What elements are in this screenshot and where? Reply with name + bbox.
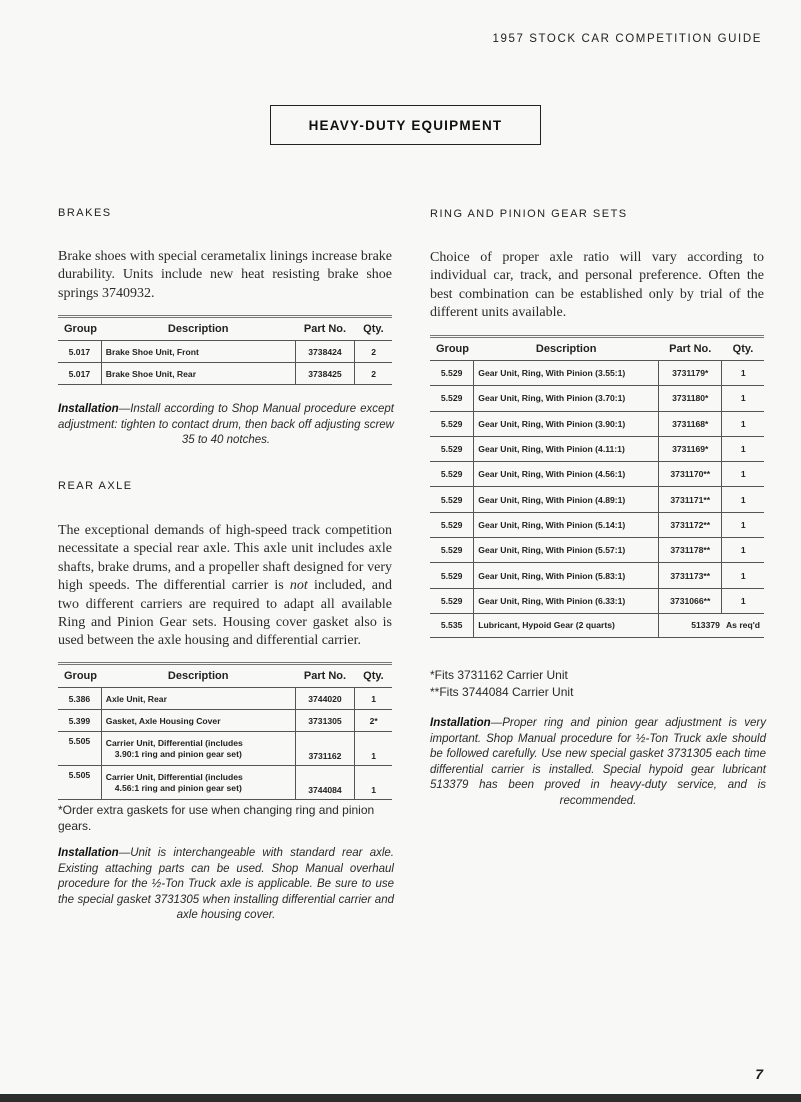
cell-group: 5.529 — [430, 462, 474, 487]
cell-group: 5.529 — [430, 411, 474, 436]
cell-group: 5.505 — [58, 766, 101, 800]
cell-part: 3731066** — [659, 588, 722, 613]
cell-description: Gear Unit, Ring, With Pinion (5.83:1) — [474, 563, 659, 588]
installation-label: Installation — [430, 717, 491, 729]
description-line-1: Carrier Unit, Differential (includes — [105, 737, 243, 748]
cell-part: 3731179* — [659, 361, 722, 386]
cell-group: 5.529 — [430, 588, 474, 613]
table-header — [58, 317, 392, 341]
brakes-installation-note — [58, 402, 394, 449]
cell-description: Axle Unit, Rear — [101, 688, 295, 710]
cell-group: 5.529 — [430, 512, 474, 537]
cell-part: 3731169* — [659, 436, 722, 461]
cell-group: 5.529 — [430, 538, 474, 563]
col-part: Part No. — [303, 323, 347, 335]
cell-part: 3731172** — [659, 512, 722, 537]
col-qty: Qty. — [363, 670, 384, 682]
cell-description — [101, 732, 295, 766]
cell-description: Brake Shoe Unit, Rear — [101, 363, 295, 385]
table-row — [430, 436, 764, 461]
table-row — [430, 386, 764, 411]
cell-qty: 1 — [722, 563, 764, 588]
col-part: Part No. — [669, 343, 712, 355]
rear-axle-footnote: *Order extra gaskets for use when changing ring and pinion gears. — [58, 803, 375, 833]
cell-qty: 1 — [722, 462, 764, 487]
cell-group: 5.529 — [430, 386, 474, 411]
cell-description: Gear Unit, Ring, With Pinion (3.55:1) — [474, 361, 659, 386]
cell-description: Gear Unit, Ring, With Pinion (3.70:1) — [474, 386, 659, 411]
cell-qty: 1 — [722, 538, 764, 563]
rear-axle-table — [58, 662, 392, 800]
col-description: Description — [167, 670, 229, 682]
table-row — [58, 688, 392, 710]
brakes-table — [58, 315, 392, 385]
section-title-text: HEAVY-DUTY EQUIPMENT — [308, 117, 503, 133]
table-row — [430, 361, 764, 386]
brakes-body: Brake shoes with special cerametalix linings increase brake durability. Units include new heat resisting brake shoe springs 3740932. — [58, 249, 392, 301]
table-row — [430, 512, 764, 537]
installation-label: Installation — [58, 403, 119, 415]
running-head: 1957 STOCK CAR COMPETITION GUIDE — [492, 33, 762, 45]
cell-qty: 1 — [722, 588, 764, 613]
cell-group: 5.529 — [430, 436, 474, 461]
table-row — [58, 766, 392, 800]
col-group: Group — [436, 343, 469, 355]
cell-part: 3738425 — [295, 363, 355, 385]
ring-pinion-installation-note — [430, 716, 766, 809]
page-number: 7 — [755, 1066, 763, 1082]
col-qty: Qty. — [363, 323, 384, 335]
table-row — [430, 462, 764, 487]
installation-text: —Proper ring and pinion gear adjustment is very important. Shop Manual procedure for ½-Ton Truck axle should be followed carefully. Use new special gasket 3731305 each time differential carrier is installed. Special hypoid gear lubricant 513379 has been proved in heavy-duty service, and is recommended. — [430, 717, 766, 807]
ring-pinion-heading: RING AND PINION GEAR SETS — [430, 208, 628, 220]
table-row — [430, 487, 764, 512]
cell-description: Gear Unit, Ring, With Pinion (5.57:1) — [474, 538, 659, 563]
cell-qty: 1 — [722, 361, 764, 386]
cell-description: Brake Shoe Unit, Front — [101, 341, 295, 363]
rear-axle-body — [58, 522, 392, 651]
cell-qty: 2 — [355, 363, 392, 385]
cell-part: 3731173** — [659, 563, 722, 588]
cell-part: 3744020 — [295, 688, 355, 710]
col-description: Description — [535, 343, 597, 355]
cell-qty: 1 — [355, 766, 392, 800]
table-row — [58, 341, 392, 363]
cell-qty: 1 — [722, 411, 764, 436]
description-line-1: Carrier Unit, Differential (includes — [105, 771, 243, 782]
table-row-lubricant — [430, 613, 764, 637]
col-group: Group — [64, 670, 97, 682]
cell-group: 5.017 — [58, 363, 101, 385]
cell-qty: 1 — [722, 487, 764, 512]
brakes-heading: BRAKES — [58, 207, 112, 219]
col-description: Description — [167, 323, 229, 335]
cell-qty: 1 — [722, 512, 764, 537]
cell-part: 3738424 — [295, 341, 355, 363]
cell-description: Gear Unit, Ring, With Pinion (6.33:1) — [474, 588, 659, 613]
cell-qty: 1 — [722, 386, 764, 411]
cell-qty: 2* — [355, 710, 392, 732]
cell-description: Gasket, Axle Housing Cover — [101, 710, 295, 732]
cell-part: 3731168* — [659, 411, 722, 436]
table-row — [430, 563, 764, 588]
cell-qty: 1 — [355, 732, 392, 766]
cell-description: Gear Unit, Ring, With Pinion (4.89:1) — [474, 487, 659, 512]
cell-description: Gear Unit, Ring, With Pinion (5.14:1) — [474, 512, 659, 537]
cell-part: 3731162 — [295, 732, 355, 766]
rear-axle-body-part1: The exceptional demands of high-speed track competition necessitate a special rear axle. This axle unit includes axle shafts, brake drums, and a propeller shaft designed for very high speeds. The differential carrier is — [58, 523, 392, 594]
installation-text: —Unit is interchangeable with standard rear axle. Existing attaching parts can be used. Shop Manual overhaul procedure for the ½-Ton Truck axle is applicable. Be sure to use the special gasket 3731305 when installing differential carrier and axle housing cover. — [58, 847, 394, 921]
cell-group: 5.386 — [58, 688, 101, 710]
col-group: Group — [64, 323, 97, 335]
description-line-2: 3.90:1 ring and pinion gear set) — [114, 748, 242, 759]
description-line-2: 4.56:1 ring and pinion gear set) — [114, 782, 242, 793]
section-title — [270, 105, 541, 145]
ring-pinion-footnote-2: **Fits 3744084 Carrier Unit — [430, 685, 574, 699]
cell-group: 5.529 — [430, 563, 474, 588]
installation-label: Installation — [58, 847, 119, 859]
cell-description: Gear Unit, Ring, With Pinion (4.56:1) — [474, 462, 659, 487]
cell-part: 513379 — [659, 613, 722, 637]
cell-description — [101, 766, 295, 800]
cell-description: Gear Unit, Ring, With Pinion (4.11:1) — [474, 436, 659, 461]
ring-pinion-body: Choice of proper axle ratio will vary according to individual car, track, and personal preference. Often the best combination can be established only by trial of the different units available. — [430, 250, 764, 321]
table-row — [430, 411, 764, 436]
table-row — [58, 363, 392, 385]
cell-part: 3731180* — [659, 386, 722, 411]
cell-part: 3731178** — [659, 538, 722, 563]
col-part: Part No. — [303, 670, 347, 682]
rear-axle-body-part2: included, and two different carriers are required to adapt all available Ring and Pinion Gear sets. Housing cover gasket also is used between the axle housing and differential carrier. — [58, 578, 393, 649]
rear-axle-heading: REAR AXLE — [58, 480, 133, 492]
table-header — [58, 664, 392, 688]
cell-group: 5.399 — [58, 710, 101, 732]
cell-group: 5.529 — [430, 487, 474, 512]
cell-part: 3731305 — [295, 710, 355, 732]
table-row — [58, 732, 392, 766]
table-row — [58, 710, 392, 732]
table-row — [430, 588, 764, 613]
ring-pinion-footnote-1: *Fits 3731162 Carrier Unit — [430, 668, 568, 682]
bottom-rule — [0, 1094, 801, 1102]
cell-part: 3744084 — [295, 766, 355, 800]
ring-pinion-table — [430, 335, 764, 638]
cell-qty: 1 — [722, 436, 764, 461]
cell-group: 5.505 — [58, 732, 101, 766]
col-qty: Qty. — [732, 343, 754, 355]
installation-text: —Install according to Shop Manual procedure except adjustment: tighten to contact drum, then back off adjusting screw 35 to 40 notches. — [58, 403, 394, 446]
table-row — [430, 538, 764, 563]
cell-part: 3731170** — [659, 462, 722, 487]
cell-part: 3731171** — [659, 487, 722, 512]
cell-group: 5.535 — [430, 613, 474, 637]
cell-group: 5.017 — [58, 341, 101, 363]
cell-group: 5.529 — [430, 361, 474, 386]
cell-qty: 2 — [355, 341, 392, 363]
rear-axle-body-emphasis: not — [289, 578, 308, 594]
table-header — [430, 337, 764, 361]
cell-qty: As req'd — [722, 613, 764, 637]
cell-description: Lubricant, Hypoid Gear (2 quarts) — [474, 613, 659, 637]
rear-axle-installation-note — [58, 846, 394, 924]
cell-qty: 1 — [355, 688, 392, 710]
cell-description: Gear Unit, Ring, With Pinion (3.90:1) — [474, 411, 659, 436]
